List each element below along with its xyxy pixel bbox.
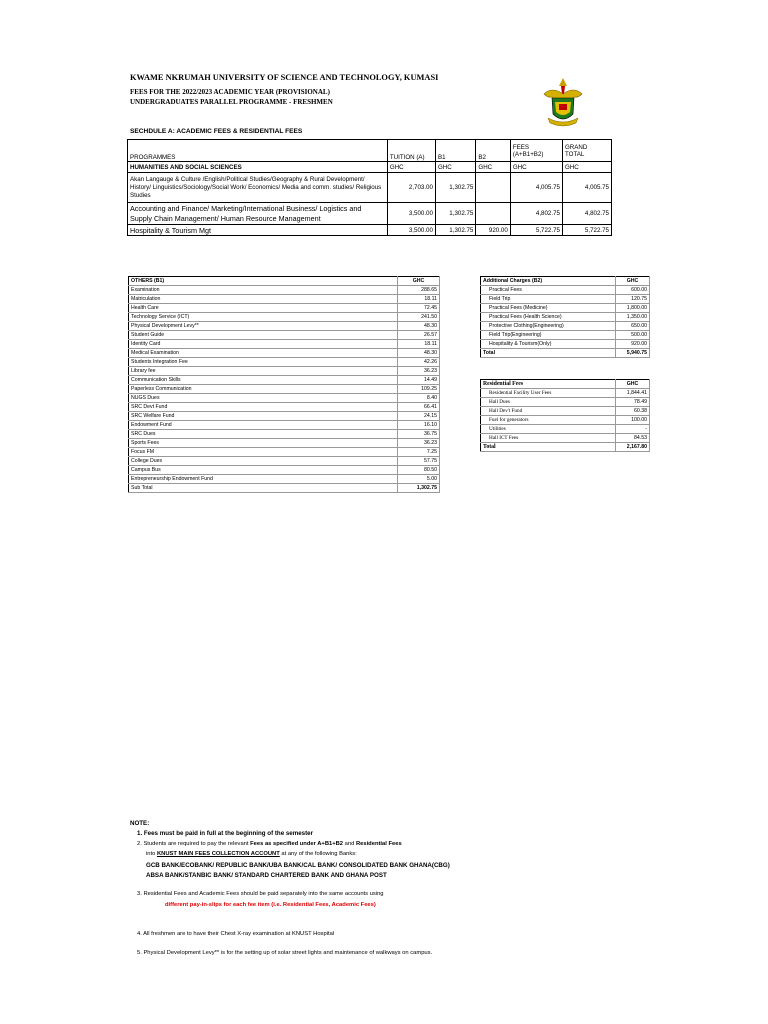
- table-row: [481, 398, 650, 407]
- note-title: NOTE:: [130, 820, 150, 827]
- fee-item-label: Utilities: [481, 425, 616, 434]
- table-row: [481, 295, 650, 304]
- residential-header-currency: GHC: [616, 380, 650, 389]
- fee-item-amount: 18.11: [398, 295, 440, 304]
- note-2-account: [146, 851, 357, 857]
- banks-line-2: ABSA BANK/STANBIC BANK/ STANDARD CHARTERED BANK AND GHANA POST: [146, 872, 387, 879]
- fee-item-amount: 1,350.00: [616, 313, 650, 322]
- fee-item-label: Hall ICT Fees: [481, 434, 616, 443]
- fee-item-label: SRC Dues: [129, 430, 398, 439]
- fee-item-label: Endowment Fund: [129, 421, 398, 430]
- note-2-account-name: KNUST MAIN FEES COLLECTION ACCOUNT: [156, 851, 280, 857]
- table-row: [129, 286, 440, 295]
- table-row: [129, 439, 440, 448]
- table-row: [128, 203, 612, 225]
- note-5: 5. Physical Development Levy** is for the setting up of solar street lights and maintenance of walkways on campus.: [137, 950, 433, 956]
- fee-item-label: Library fee: [129, 367, 398, 376]
- programme-name: Accounting and Finance/ Marketing/International Business/ Logistics and Supply Chain Management/ Human Resource Management: [128, 203, 388, 225]
- others-rows: [129, 286, 440, 484]
- additional-rows: [481, 286, 650, 349]
- fees-year-title: FEES FOR THE 2022/2023 ACADEMIC YEAR (PROVISIONAL): [130, 88, 330, 96]
- others-subtotal-row: [129, 484, 440, 493]
- table-row: [129, 358, 440, 367]
- fee-item-label: Sports Fees: [129, 439, 398, 448]
- fee-item-label: Campus Bus: [129, 466, 398, 475]
- fee-item-label: Health Care: [129, 304, 398, 313]
- additional-total-value: 5,940.75: [616, 349, 650, 358]
- grand-total-value: 5,722.75: [562, 225, 611, 236]
- residential-fees-table: [480, 379, 650, 452]
- fee-item-amount: 14.49: [398, 376, 440, 385]
- fee-item-amount: 920.00: [616, 340, 650, 349]
- fee-item-label: Field Trip(Engineering): [481, 331, 616, 340]
- tuition-value: 3,500.00: [387, 203, 435, 225]
- table-row: [129, 475, 440, 484]
- table-row: [129, 376, 440, 385]
- fee-item-amount: 36.75: [398, 430, 440, 439]
- additional-header-currency: GHC: [616, 277, 650, 286]
- table-header-row: [129, 277, 440, 286]
- fee-item-label: SRC Welfare Fund: [129, 412, 398, 421]
- table-header-row: [481, 380, 650, 389]
- fee-item-amount: 36.23: [398, 367, 440, 376]
- header-fees: FEES (A+B1+B2): [510, 140, 562, 162]
- residential-total-value: 2,167.80: [616, 443, 650, 452]
- header-tuition: TUITION (A): [387, 140, 435, 162]
- note-2-banks-intro: at any of the following Banks:: [279, 851, 357, 857]
- fee-item-amount: 24.15: [398, 412, 440, 421]
- table-header-row: [128, 140, 612, 162]
- currency-label: GHC: [476, 162, 510, 173]
- header-b2: B2: [476, 140, 510, 162]
- fee-item-amount: 18.11: [398, 340, 440, 349]
- fee-item-amount: 72.45: [398, 304, 440, 313]
- additional-total-label: Total: [481, 349, 616, 358]
- fee-item-amount: 26.57: [398, 331, 440, 340]
- fee-item-amount: 66.41: [398, 403, 440, 412]
- fee-item-label: Identity Card: [129, 340, 398, 349]
- currency-label: GHC: [562, 162, 611, 173]
- tuition-value: 2,703.00: [387, 173, 435, 203]
- table-row: [129, 430, 440, 439]
- note-2-and: and: [343, 841, 356, 847]
- fee-item-label: Hospitality & Tourism(Only): [481, 340, 616, 349]
- table-row: [481, 286, 650, 295]
- subtotal-label: Sub Total: [129, 484, 398, 493]
- table-row: [481, 304, 650, 313]
- table-row: [129, 331, 440, 340]
- fee-item-label: Students Integration Fee: [129, 358, 398, 367]
- table-row: [129, 304, 440, 313]
- fee-item-amount: 500.00: [616, 331, 650, 340]
- table-row: [129, 466, 440, 475]
- table-row: [128, 225, 612, 236]
- fee-item-label: Field Trip: [481, 295, 616, 304]
- fee-item-amount: 8.40: [398, 394, 440, 403]
- table-row: [129, 385, 440, 394]
- fee-item-label: Protective Clothing(Engineering): [481, 322, 616, 331]
- b2-value: 920.00: [476, 225, 510, 236]
- table-row: [481, 434, 650, 443]
- fee-item-label: Technology Service (ICT): [129, 313, 398, 322]
- fee-item-amount: 42.26: [398, 358, 440, 367]
- fee-item-label: Entrepreneurship Endowment Fund: [129, 475, 398, 484]
- additional-charges-table: [480, 276, 650, 358]
- fee-item-amount: 60.38: [616, 407, 650, 416]
- residential-total-label: Total: [481, 443, 616, 452]
- fee-item-label: College Dues: [129, 457, 398, 466]
- fee-item-label: SRC Devt Fund: [129, 403, 398, 412]
- residential-rows: [481, 389, 650, 443]
- tuition-value: 3,500.00: [387, 225, 435, 236]
- table-row: [129, 394, 440, 403]
- fee-item-label: Practical Fees (Medicine): [481, 304, 616, 313]
- table-row: [481, 389, 650, 398]
- table-row: [481, 340, 650, 349]
- header-grand-total: GRAND TOTAL: [562, 140, 611, 162]
- table-row: [129, 367, 440, 376]
- fee-item-label: Hall Dev't Fund: [481, 407, 616, 416]
- additional-header-label: Additional Charges (B2): [481, 277, 616, 286]
- note-3: 3. Residential Fees and Academic Fees should be paid separately into the same accounts using: [137, 891, 384, 897]
- note-4: 4. All freshmen are to have their Chest X-ray examination at KNUST Hospital: [137, 931, 335, 937]
- fee-item-amount: 288.65: [398, 286, 440, 295]
- table-row: [481, 331, 650, 340]
- table-row: [129, 412, 440, 421]
- fee-item-label: Fuel for generators: [481, 416, 616, 425]
- table-row: [129, 322, 440, 331]
- b1-value: 1,302.75: [435, 225, 475, 236]
- note-2-text: 2. Students are required to pay the relevant: [137, 841, 251, 847]
- fees-value: 4,005.75: [510, 173, 562, 203]
- fee-item-amount: 1,844.41: [616, 389, 650, 398]
- table-subheader-row: [128, 162, 612, 173]
- table-row: [129, 340, 440, 349]
- table-row: [481, 416, 650, 425]
- banks-line-1: GCB BANK/ECOBANK/ REPUBLIC BANK/UBA BANK/CAL BANK/ CONSOLIDATED BANK GHANA(CBG): [146, 862, 450, 869]
- fee-item-amount: 109.25: [398, 385, 440, 394]
- fee-item-label: Matriculation: [129, 295, 398, 304]
- b1-value: 1,302.75: [435, 173, 475, 203]
- fee-item-amount: 120.75: [616, 295, 650, 304]
- fee-item-label: Communication Skills: [129, 376, 398, 385]
- fee-item-label: Student Guide: [129, 331, 398, 340]
- fee-item-amount: 80.50: [398, 466, 440, 475]
- table-row: [129, 421, 440, 430]
- category-humanities: HUMANITIES AND SOCIAL SCIENCES: [128, 162, 388, 173]
- programme-name: Akan Langauge & Culture /English/Political Studies/Geography & Rural Development/ History/ Linguistics/Sociology/Social Work/ Economics/ Media and comm. studies/ Religious Studies: [128, 173, 388, 203]
- fee-item-label: Practical Fees: [481, 286, 616, 295]
- fee-item-amount: 7.25: [398, 448, 440, 457]
- table-row: [481, 425, 650, 434]
- currency-label: GHC: [435, 162, 475, 173]
- others-b1-table: [128, 276, 440, 493]
- header-b1: B1: [435, 140, 475, 162]
- table-row: [481, 322, 650, 331]
- fee-item-amount: 650.00: [616, 322, 650, 331]
- subtotal-value: 1,302.75: [398, 484, 440, 493]
- table-row: [129, 349, 440, 358]
- fee-item-label: Focus FM: [129, 448, 398, 457]
- currency-label: GHC: [387, 162, 435, 173]
- header-programmes: PROGRAMMES: [128, 140, 388, 162]
- fee-item-label: Paperless Communication: [129, 385, 398, 394]
- fee-item-amount: 36.23: [398, 439, 440, 448]
- programme-name: Hospitality & Tourism Mgt: [128, 225, 388, 236]
- fee-item-label: Examination: [129, 286, 398, 295]
- b2-value: [476, 203, 510, 225]
- currency-label: GHC: [510, 162, 562, 173]
- fees-value: 5,722.75: [510, 225, 562, 236]
- academic-fees-table: [127, 139, 612, 236]
- others-header-label: OTHERS (B1): [129, 277, 398, 286]
- table-row: [129, 457, 440, 466]
- additional-total-row: [481, 349, 650, 358]
- schedule-title: SECHDULE A: ACADEMIC FEES & RESIDENTIAL FEES: [130, 128, 303, 135]
- b1-value: 1,302.75: [435, 203, 475, 225]
- fee-item-amount: 84.53: [616, 434, 650, 443]
- fee-item-label: NUGS Dues: [129, 394, 398, 403]
- others-header-currency: GHC: [398, 277, 440, 286]
- fees-value: 4,802.75: [510, 203, 562, 225]
- fee-item-label: Physical Development Levy**: [129, 322, 398, 331]
- b2-value: [476, 173, 510, 203]
- table-row: [129, 448, 440, 457]
- fee-item-amount: -: [616, 425, 650, 434]
- fee-item-amount: 1,800.00: [616, 304, 650, 313]
- table-row: [129, 313, 440, 322]
- fee-item-amount: 78.49: [616, 398, 650, 407]
- fee-item-label: Practical Fees (Health Science): [481, 313, 616, 322]
- fee-item-label: Residential Facility User Fees: [481, 389, 616, 398]
- grand-total-value: 4,802.75: [562, 203, 611, 225]
- fee-item-amount: 600.00: [616, 286, 650, 295]
- fee-item-amount: 100.00: [616, 416, 650, 425]
- grand-total-value: 4,005.75: [562, 173, 611, 203]
- note-1: 1. Fees must be paid in full at the beginning of the semester: [137, 830, 314, 837]
- fee-item-amount: 57.75: [398, 457, 440, 466]
- note-2-fees: Fees as specified under A+B1+B2: [250, 841, 344, 847]
- knust-crest-logo: [540, 76, 586, 132]
- fee-item-amount: 16.10: [398, 421, 440, 430]
- fee-item-amount: 48.30: [398, 349, 440, 358]
- residential-header-label: Residential Fees: [481, 380, 616, 389]
- note-2-residential: Residential Fees: [355, 841, 402, 847]
- fee-item-label: Hall Dues: [481, 398, 616, 407]
- table-row: [129, 295, 440, 304]
- residential-total-row: [481, 443, 650, 452]
- note-2-into: into: [146, 851, 157, 857]
- table-row: [128, 173, 612, 203]
- note-2: [137, 841, 402, 847]
- fee-item-amount: 241.50: [398, 313, 440, 322]
- university-name: KWAME NKRUMAH UNIVERSITY OF SCIENCE AND TECHNOLOGY, KUMASI: [130, 73, 439, 82]
- fee-item-label: Medical Examination: [129, 349, 398, 358]
- table-row: [481, 313, 650, 322]
- programme-title: UNDERGRADUATES PARALLEL PROGRAMME - FRESHMEN: [130, 98, 333, 106]
- table-header-row: [481, 277, 650, 286]
- table-row: [481, 407, 650, 416]
- fee-item-amount: 5.00: [398, 475, 440, 484]
- fee-item-amount: 48.30: [398, 322, 440, 331]
- note-3-warning: different pay-in-slips for each fee item (i.e. Residential Fees, Academic Fees): [165, 902, 376, 908]
- table-row: [129, 403, 440, 412]
